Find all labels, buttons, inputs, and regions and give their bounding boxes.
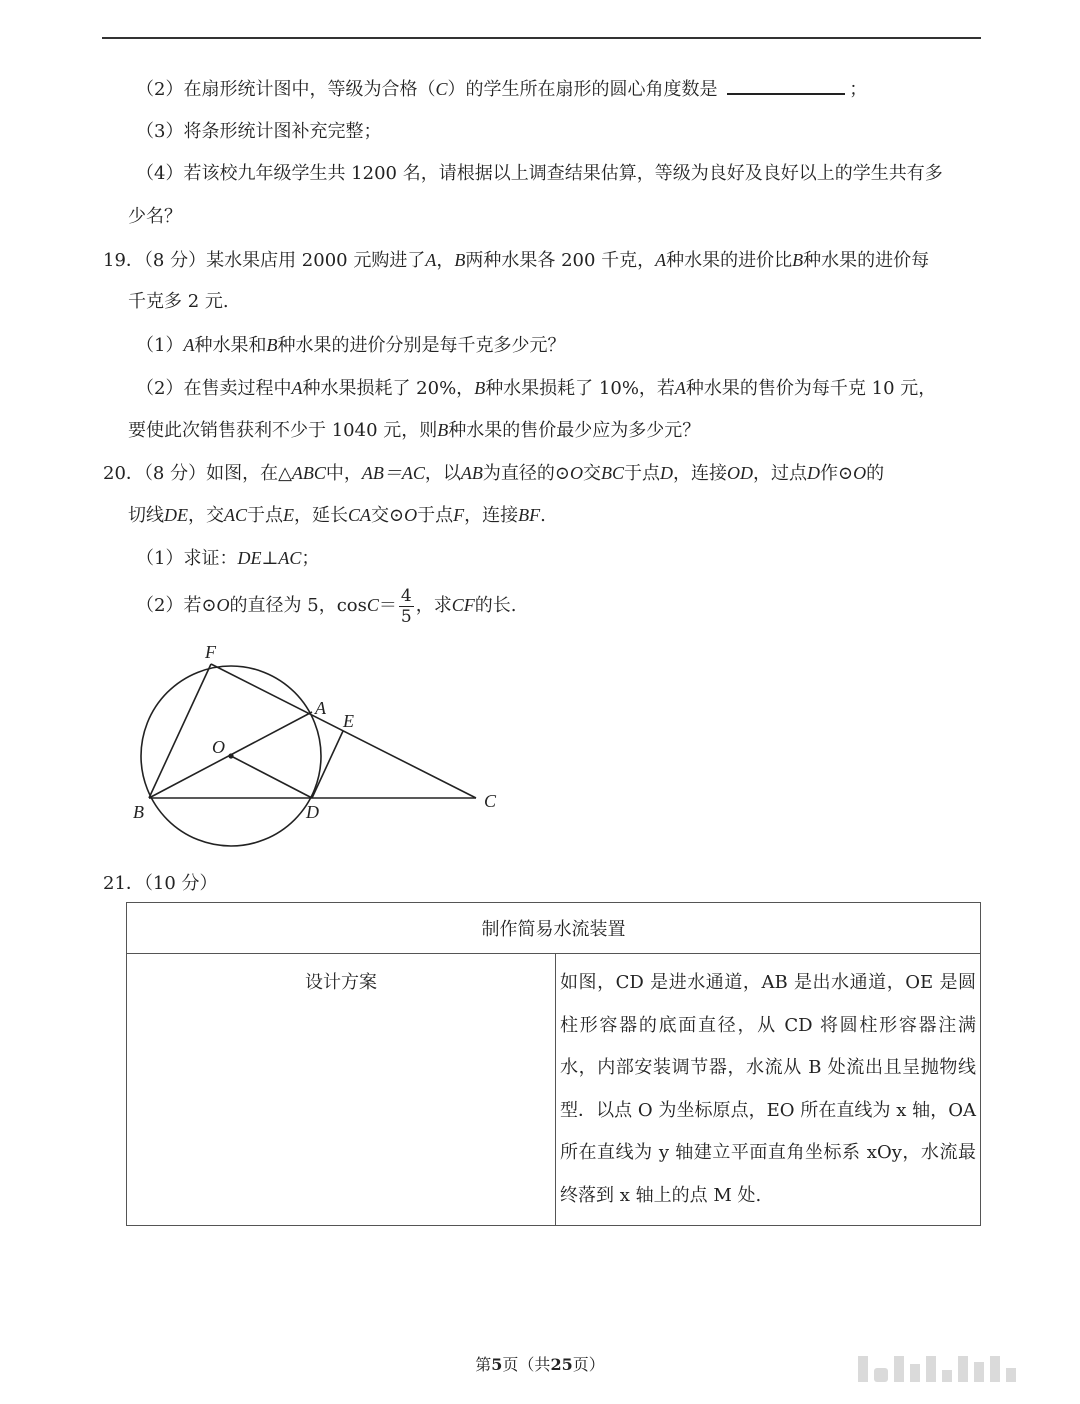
table-title: 制作简易水流装置 — [127, 903, 981, 954]
segment-de — [312, 731, 343, 798]
q18-part4-line1: （4）若该校九年级学生共 1200 名，请根据以上调查结果估算，等级为良好及良好以上的学生共有多 — [136, 163, 943, 184]
q19-line2: 千克多 2 元. — [128, 291, 229, 312]
q20-part2: （2）若⊙O的直径为 5，cosC＝ $\frac{4}{5}$ ，求CF的长. — [136, 585, 517, 627]
q18-part2: （2）在扇形统计图中，等级为合格（C）的学生所在扇形的圆心角度数是 ； — [136, 79, 868, 100]
q19-part1: （1）A种水果和B种水果的进价分别是每千克多少元？ — [136, 335, 566, 356]
label-e: E — [343, 711, 354, 731]
q21-heading: 21．（10 分） — [103, 873, 218, 894]
q20-line1: 20．（8 分）如图，在△ABC中，AB＝AC，以AB为直径的⊙O交BC于点D，连接OD，过点D作⊙O的 — [103, 463, 885, 484]
q19-line1: 19．（8 分）某水果店用 2000 元购进了A，B两种水果各 200 千克，A种水果的进价比B种水果的进价每 — [103, 250, 930, 271]
answer-blank — [727, 77, 845, 95]
label-b: B — [133, 802, 144, 822]
header-rule — [102, 37, 981, 39]
label-o: O — [212, 737, 225, 757]
page-footer: 第5页（共25页） — [475, 1355, 605, 1374]
segment-fc — [211, 664, 476, 798]
label-f: F — [205, 642, 216, 662]
label-d: D — [306, 802, 319, 822]
q20-part1: （1）求证：DE⊥AC； — [136, 548, 320, 569]
design-table — [126, 902, 981, 1226]
watermark-icon — [858, 1354, 1058, 1382]
row-text: 如图，CD 是进水通道，AB 是出水通道，OE 是圆柱形容器的底面直径，从 CD 将圆柱形容器注满水，内部安装调节器，水流从 B 处流出且呈抛物线型．以点 O 为坐标原点，EO 所在直线为 x 轴，OA 所在直线为 y 轴建立平面直角坐标系 xOy，水流最终落到 x 轴上的点 M 处. — [556, 954, 981, 1226]
q19-part2-line2: 要使此次销售获利不少于 1040 元，则B种水果的售价最少应为多少元？ — [128, 420, 701, 441]
q19-part2-line1: （2）在售卖过程中A种水果损耗了 20%，B种水果损耗了 10%，若A种水果的售价为每千克 10 元， — [136, 378, 937, 399]
label-a: A — [315, 698, 326, 718]
center-point — [228, 753, 233, 758]
q20-line2: 切线DE，交AC于点E，延长CA交⊙O于点F，连接BF. — [128, 505, 546, 526]
segment-bf — [149, 664, 211, 798]
q18-part3: （3）将条形统计图补充完整； — [136, 121, 382, 142]
fraction: $\frac{4}{5}$ — [400, 585, 412, 627]
q18-part4-line2: 少名？ — [128, 206, 182, 227]
segment-od — [231, 756, 312, 798]
row-label: 设计方案 — [127, 954, 556, 1226]
geometry-figure — [120, 640, 520, 860]
label-c: C — [484, 791, 497, 811]
